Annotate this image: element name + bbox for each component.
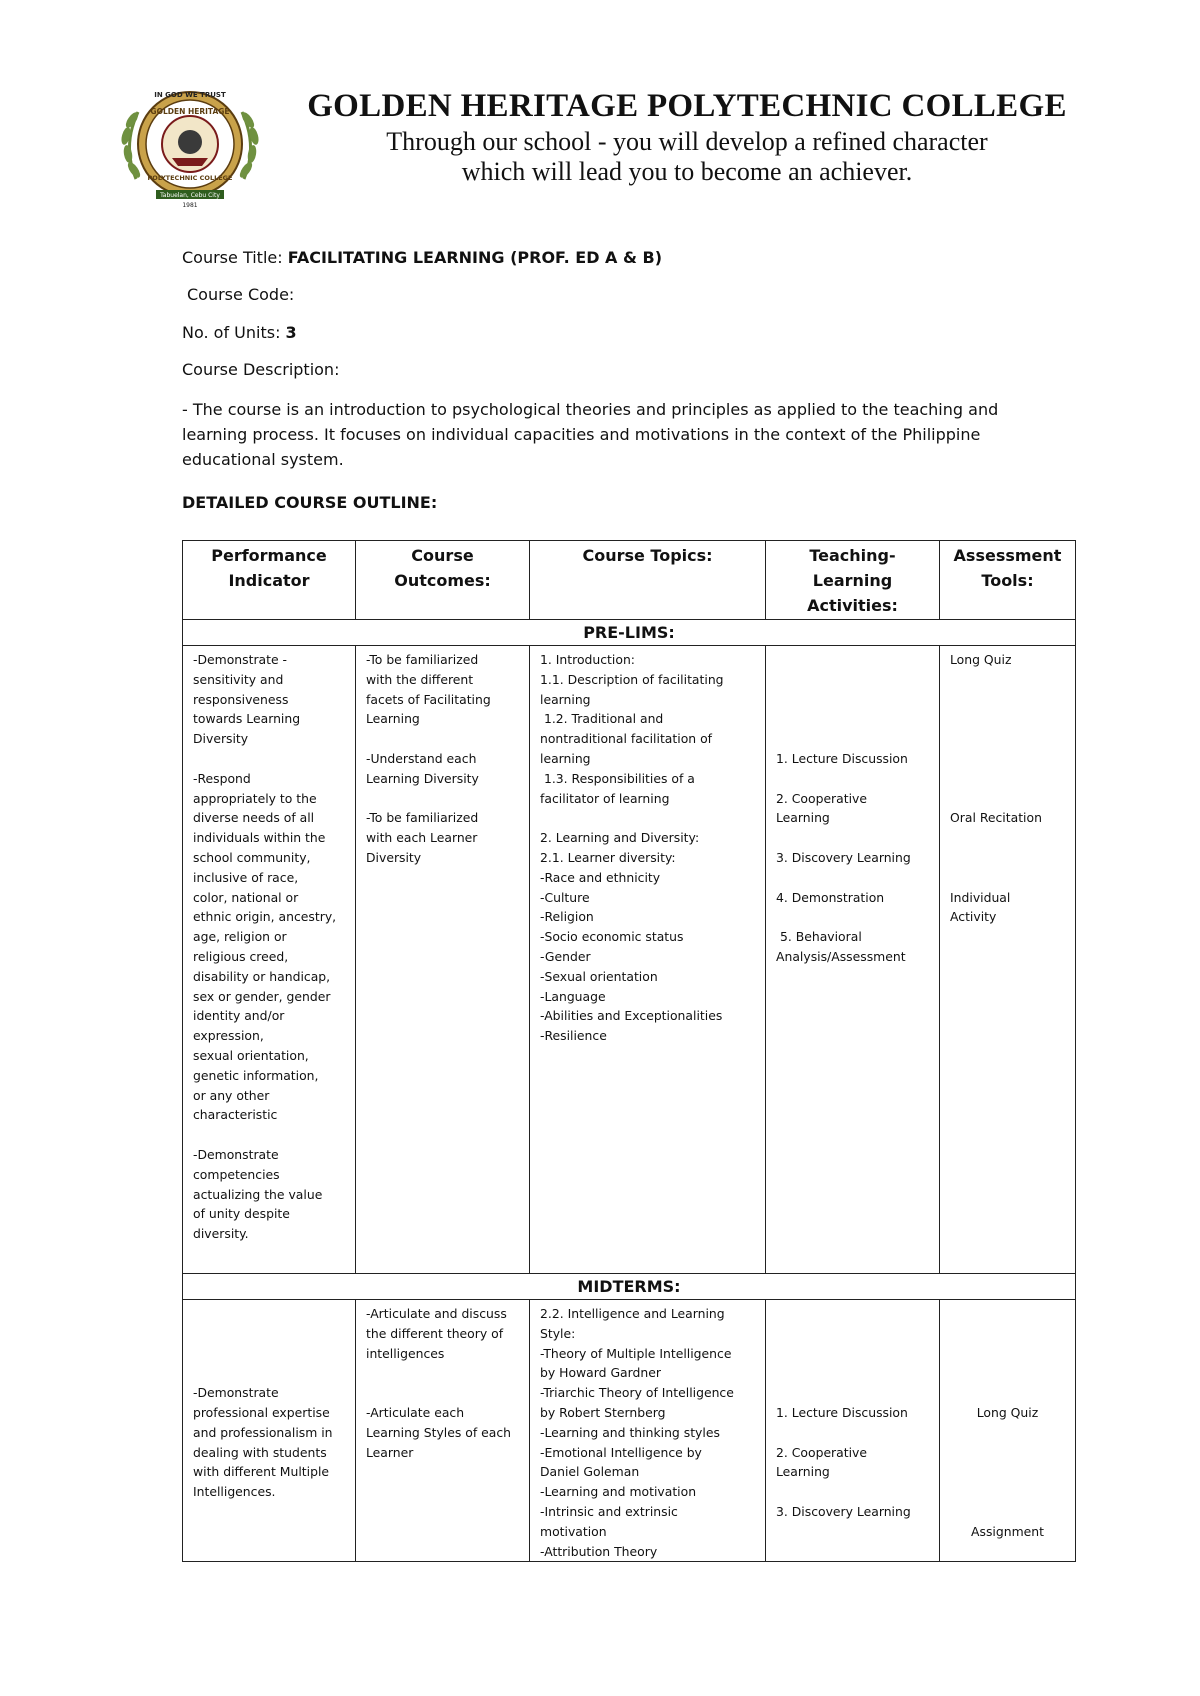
outline-heading: DETAILED COURSE OUTLINE: — [182, 493, 438, 512]
course-outline-table — [182, 540, 1075, 1562]
midterms-topics: 2.2. Intelligence and Learning Style: -Theory of Multiple Intelligence by Howard Gardner -Triarchic Theory of Intelligence by Robert Sternberg -Learning and thinking styles -Emotional Intelligence by Daniel Goleman -Learning and motivation -Intrinsic and extrinsic motivation -Attribution Theory — [540, 1306, 734, 1559]
midterms-assessment: Long Quiz Assignment — [971, 1404, 1044, 1539]
prelims-outcomes: -To be familiarized with the different facets of Facilitating Learning -Understand each Learning Diversity -To be familiarized with each Learner Diversity — [366, 652, 491, 865]
prelims-activities: 1. Lecture Discussion 2. Cooperative Learning 3. Discovery Learning 4. Demonstration 5. Behavioral Analysis/Assessment — [776, 750, 911, 964]
prelims-assessment: Long Quiz Oral Recitation Individual Activity — [950, 652, 1042, 925]
phase-label-midterms: MIDTERMS: — [183, 1274, 1076, 1300]
header-teaching-activities: Teaching- Learning Activities: — [766, 541, 940, 620]
svg-text:IN GOD WE TRUST: IN GOD WE TRUST — [154, 91, 226, 99]
prelims-performance: -Demonstrate - sensitivity and responsiveness towards Learning Diversity -Respond appropriately to the diverse needs of all individuals within the school community, inclusive of race, color, national or ethnic origin, ancestry, age, religion or religious creed, disability or handicap, sex or gender, gender identity and/or expression, sexual orientation, genetic information, or any other characteristic -Demonstrate competencies actualizing the value of unity despite diversity. — [193, 652, 337, 1242]
school-motto-line2: which will lead you to become an achiever. — [461, 157, 913, 186]
header-course-topics: Course Topics: — [530, 541, 766, 620]
svg-text:POLYTECHNIC COLLEGE: POLYTECHNIC COLLEGE — [147, 174, 233, 182]
course-units-value: 3 — [285, 323, 297, 342]
school-motto-line1: Through our school - you will develop a refined character — [386, 127, 988, 156]
course-description: - The course is an introduction to psychological theories and principles as applied to the teaching and learning process. It focuses on individual capacities and motivations in the context of the Philippine educational system. — [182, 400, 999, 469]
course-title-label: Course Title: — [182, 248, 288, 267]
table-row — [183, 646, 1076, 1274]
course-code-label: Course Code: — [187, 285, 295, 304]
course-title — [182, 248, 662, 267]
svg-text:GOLDEN HERITAGE: GOLDEN HERITAGE — [150, 107, 230, 116]
school-name: GOLDEN HERITAGE POLYTECHNIC COLLEGE — [307, 88, 1067, 124]
header-assessment-tools: Assessment Tools: — [940, 541, 1076, 620]
course-title-value: FACILITATING LEARNING (PROF. ED A & B) — [287, 248, 663, 267]
header-performance-indicator: Performance Indicator — [183, 541, 356, 620]
course-units-label: No. of Units: — [182, 323, 286, 342]
svg-text:Tabuelan, Cebu City: Tabuelan, Cebu City — [160, 192, 220, 199]
header-course-outcomes: Course Outcomes: — [356, 541, 530, 620]
phase-row-prelims — [183, 620, 1076, 646]
table-row — [183, 1300, 1076, 1562]
midterms-activities: 1. Lecture Discussion 2. Cooperative Learning 3. Discovery Learning — [776, 1404, 911, 1519]
phase-row-midterms — [183, 1274, 1076, 1300]
phase-label-prelims: PRE-LIMS: — [183, 620, 1076, 646]
school-logo — [116, 84, 264, 208]
table-header-row — [183, 541, 1076, 620]
midterms-performance: -Demonstrate professional expertise and professionalism in dealing with students with different Multiple Intelligences. — [193, 1385, 333, 1500]
midterms-outcomes: -Articulate and discuss the different theory of intelligences -Articulate each Learning Styles of each Learner — [366, 1306, 512, 1460]
course-description-label: Course Description: — [182, 360, 340, 379]
course-units — [182, 323, 297, 342]
prelims-topics: 1. Introduction: 1.1. Description of facilitating learning 1.2. Traditional and nontraditional facilitation of learning 1.3. Responsibilities of a facilitator of learning 2. Learning and Diversity: 2.1. Learner diversity: -Race and ethnicity -Culture -Religion -Socio economic status -Gender -Sexual orientation -Language -Abilities and Exceptionalities -Resilience — [540, 652, 724, 1044]
svg-text:1981: 1981 — [182, 202, 198, 208]
